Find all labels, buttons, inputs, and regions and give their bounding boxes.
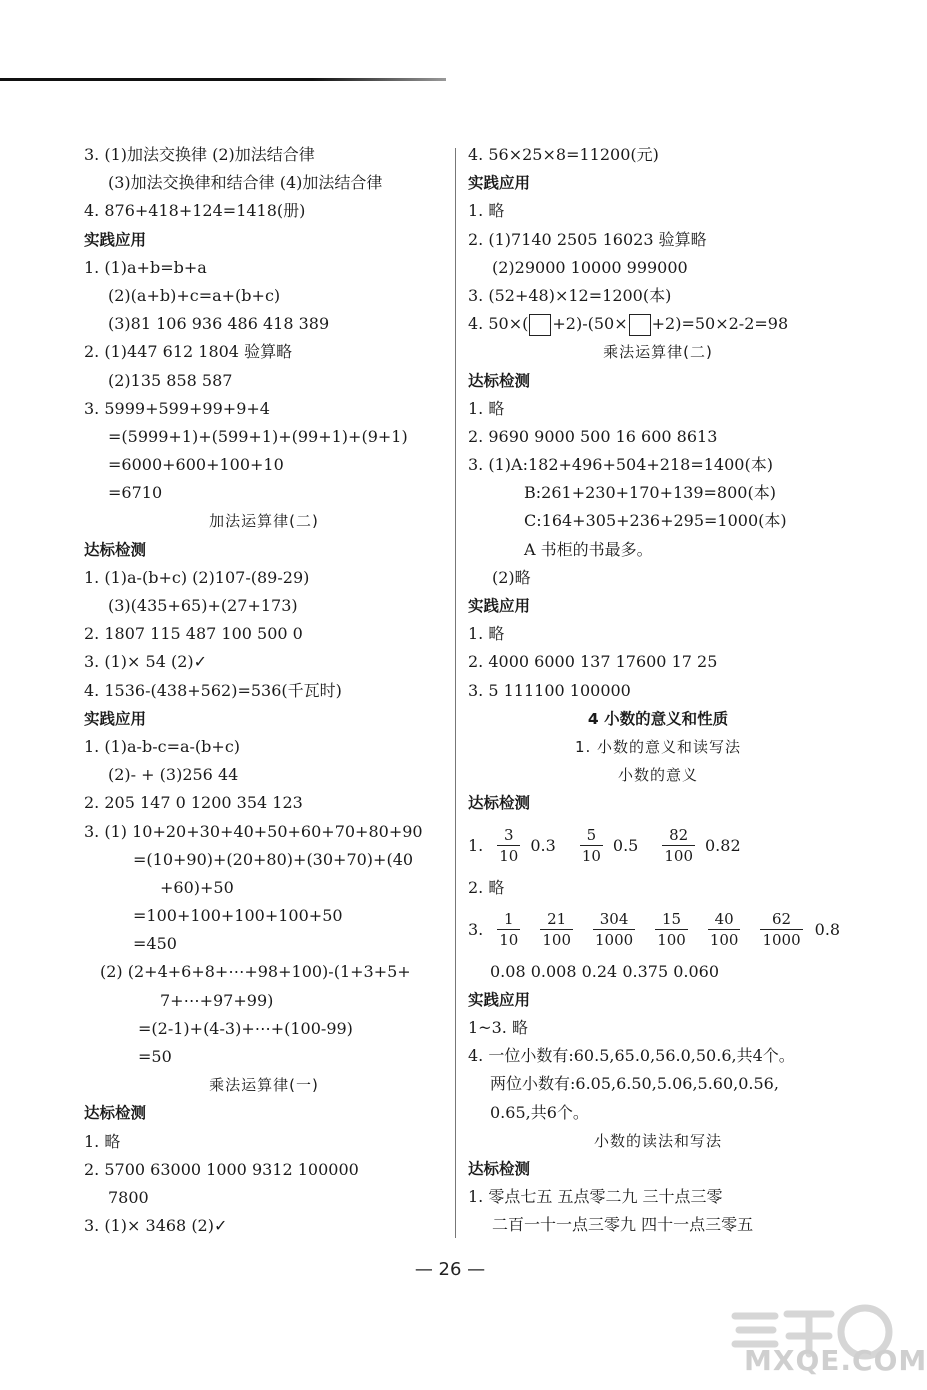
column-divider [455, 148, 456, 1238]
section-label: 达标检测 [84, 540, 147, 559]
denominator: 100 [542, 931, 571, 950]
page-number: — 26 — [414, 1259, 486, 1280]
section-label: 实践应用 [468, 174, 531, 193]
answer-line: (2)略 [492, 567, 531, 587]
left-column [84, 141, 444, 1240]
answer-line: (2)135 858 587 [108, 370, 233, 390]
watermark-text: MXQE.COM [744, 1344, 927, 1377]
item-number: 3. [468, 919, 484, 939]
section-label: 实践应用 [468, 990, 531, 1009]
answer-line: 1. 略 [468, 624, 505, 644]
answer-line: 4. 1536-(438+562)=536(千瓦时) [84, 680, 342, 700]
answer-line: 0.65,共6个。 [490, 1102, 589, 1122]
section-heading: 小数的读法和写法 [593, 1131, 722, 1150]
answer-line: 4. 56×25×8=11200(元) [468, 145, 659, 164]
box-equation: 4. 50×( +2)-(50× +2)=50×2-2=98 [468, 310, 848, 338]
answer-line: 7800 [108, 1187, 149, 1207]
answer-line: 2. 205 147 0 1200 354 123 [84, 793, 303, 813]
section-label: 达标检测 [468, 794, 531, 813]
denominator: 1000 [595, 931, 634, 950]
answer-line: =100+100+100+100+50 [133, 906, 343, 926]
denominator: 10 [499, 931, 519, 950]
answer-line: =6710 [108, 483, 163, 503]
denominator: 10 [581, 847, 601, 865]
answer-line: (2) (2+4+6+8+⋯+98+100)-(1+3+5+ [100, 962, 411, 982]
answer-line: 4. 一位小数有:60.5,65.0,56.0,50.6,共4个。 [468, 1046, 795, 1066]
fraction-row-1 [468, 818, 848, 874]
answer-line: 2. 4000 6000 137 17600 17 25 [468, 652, 718, 672]
denominator: 1000 [762, 931, 801, 950]
section-heading: 加法运算律(二) [209, 512, 319, 531]
answer-line: 2. 9690 9000 500 16 600 8613 [468, 426, 718, 446]
answer-line: 3. 5999+599+99+9+4 [84, 398, 270, 418]
numerator: 21 [547, 910, 567, 929]
fraction-item [487, 909, 530, 950]
answer-line: 2. 略 [468, 877, 505, 897]
answer-line: 1. 略 [468, 398, 505, 418]
numerator: 3 [504, 826, 514, 844]
section-heading: 乘法运算律(一) [209, 1076, 319, 1095]
answer-line: 3. (1) 10+20+30+40+50+60+70+80+90 [84, 821, 423, 841]
denominator: 100 [657, 931, 686, 950]
answer-line: 2. (1)447 612 1804 验算略 [84, 342, 293, 362]
answer-line: 4. 876+418+124=1418(册) [84, 201, 306, 221]
section-label: 实践应用 [468, 597, 531, 615]
answer-line: 1. 略 [84, 1131, 121, 1151]
answer-line: (3)(435+65)+(27+173) [108, 596, 298, 615]
fraction-item [487, 818, 570, 874]
item-number: 1. [468, 835, 484, 855]
answer-line: =450 [133, 934, 177, 954]
fraction-row-2 [468, 902, 848, 958]
fraction [655, 909, 688, 950]
decimal-value: 0.5 [612, 835, 639, 855]
answer-line: C:164+305+236+295=1000(本) [524, 511, 787, 531]
denominator: 100 [709, 931, 739, 950]
section-heading: 乘法运算律(二) [603, 343, 713, 362]
fraction [497, 825, 520, 866]
answer-line: 2. 1807 115 487 100 500 0 [84, 624, 303, 644]
right-column [468, 141, 848, 1240]
answer-line: 1. 略 [468, 201, 505, 221]
fraction [662, 825, 695, 866]
section-label: 实践应用 [84, 709, 147, 728]
answer-line: 3. (52+48)×12=1200(本) [468, 285, 672, 305]
answer-line: 3. (1)× 54 (2)✓ [84, 652, 208, 672]
blank-box [529, 314, 551, 336]
answer-line: 两位小数有:6.05,6.50,5.06,5.60,0.56, [490, 1074, 779, 1094]
denominator: 100 [664, 847, 693, 865]
answer-line: (3)81 106 936 486 418 389 [108, 314, 330, 334]
numerator: 40 [714, 910, 734, 929]
answer-line: A 书柜的书最多。 [524, 539, 653, 559]
right-top-block [468, 141, 848, 310]
answer-line: =6000+600+100+10 [108, 455, 284, 475]
fraction [580, 825, 603, 866]
fraction-item [583, 909, 645, 950]
answer-line: (2)29000 10000 999000 [492, 257, 688, 277]
answer-line: =50 [138, 1047, 172, 1066]
fraction [708, 909, 741, 950]
fraction [593, 909, 635, 950]
fraction [497, 909, 520, 950]
answer-line: 3. (1)A:182+496+504+218=1400(本) [468, 455, 773, 475]
answer-line: B:261+230+170+139=800(本) [524, 483, 776, 503]
answer-line: =(2-1)+(4-3)+⋯+(100-99) [138, 1018, 353, 1038]
fraction-item [530, 909, 583, 950]
fraction [540, 909, 573, 950]
blank-box [629, 314, 651, 336]
right-bottom-block [468, 958, 848, 1240]
top-rule [0, 78, 446, 81]
section-label: 达标检测 [468, 1160, 531, 1178]
fraction [760, 909, 802, 950]
section-label: 实践应用 [84, 230, 147, 249]
answer-line: (3)加法交换律和结合律 (4)加法结合律 [108, 173, 383, 193]
fraction-item [652, 818, 754, 874]
answer-line: 0.08 0.008 0.24 0.375 0.060 [490, 961, 720, 981]
decimal-value: 0.82 [705, 835, 741, 855]
answer-line: 1~3. 略 [468, 1018, 528, 1038]
numerator: 62 [772, 910, 792, 929]
fraction-item [698, 909, 751, 950]
chapter-heading: 4 小数的意义和性质 [587, 709, 729, 728]
answer-line: 1. (1)a-(b+c) (2)107-(89-29) [84, 567, 310, 587]
answer-line: 1. (1)a-b-c=a-(b+c) [84, 736, 241, 756]
answer-line: 1. 零点七五 五点零二九 三十点三零 [468, 1187, 723, 1207]
right-mid-block [468, 338, 848, 817]
section-heading: 1. 小数的意义和读写法 [574, 737, 742, 756]
answer-line: (2)- + (3)256 44 [108, 765, 239, 785]
section-label: 达标检测 [468, 371, 531, 390]
decimal-value: 0.3 [530, 835, 556, 855]
fraction-item [750, 909, 812, 950]
answer-line: +60)+50 [160, 877, 234, 897]
denominator: 10 [499, 847, 519, 865]
section-label: 达标检测 [84, 1104, 147, 1123]
answer-line: (2)(a+b)+c=a+(b+c) [108, 285, 281, 305]
numerator: 15 [661, 910, 682, 929]
fraction-item [645, 909, 698, 950]
numerator: 82 [669, 826, 689, 844]
answer-line: 2. (1)7140 2505 16023 验算略 [468, 229, 707, 249]
numerator: 5 [586, 826, 597, 844]
fraction-item [570, 818, 653, 874]
answer-line: 2. 5700 63000 1000 9312 100000 [84, 1159, 359, 1179]
answer-line: 二百一十一点三零九 四十一点三零五 [492, 1215, 754, 1235]
numerator: 1 [504, 910, 514, 929]
answer-line: 3. 5 111100 100000 [468, 680, 631, 700]
answer-line: 3. (1)加法交换律 (2)加法结合律 [84, 145, 315, 164]
answer-line: =(5999+1)+(599+1)+(99+1)+(9+1) [108, 426, 408, 446]
decimal-value: 0.8 [814, 919, 841, 939]
section-heading: 小数的意义 [617, 766, 698, 785]
answer-line: =(10+90)+(20+80)+(30+70)+(40 [133, 849, 414, 869]
answer-line: 7+⋯+97+99) [160, 990, 274, 1010]
answer-line: 1. (1)a+b=b+a [84, 257, 207, 277]
numerator: 304 [599, 910, 629, 929]
answer-line: 3. (1)× 3468 (2)✓ [84, 1216, 228, 1236]
